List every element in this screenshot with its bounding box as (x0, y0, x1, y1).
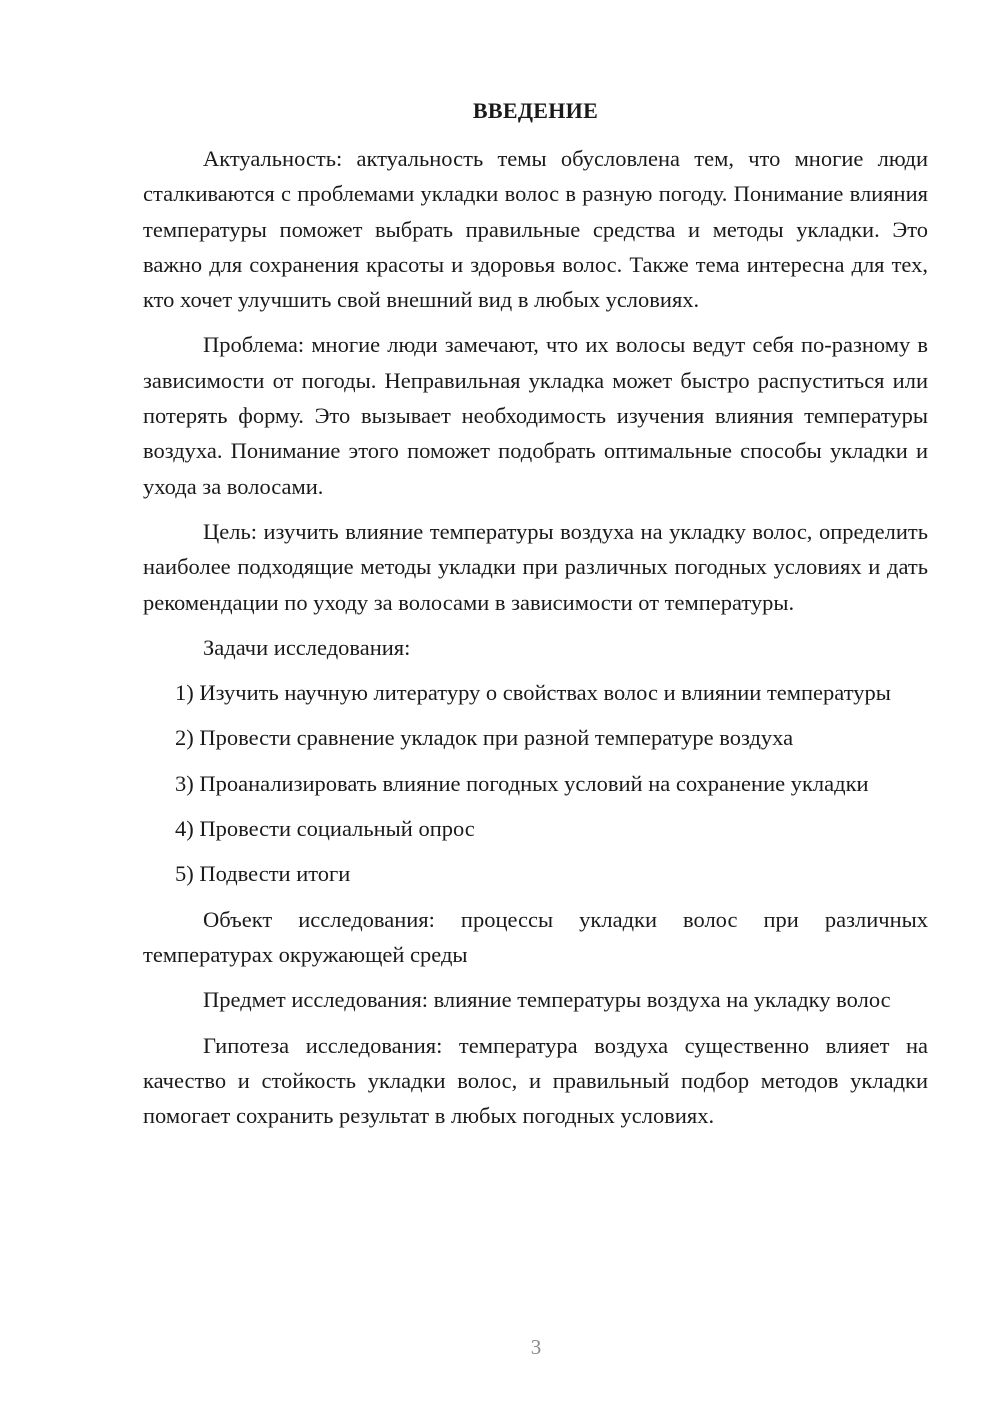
list-item: 2) Провести сравнение укладок при разной температуре воздуха (175, 725, 794, 751)
page-number: 3 (530, 1335, 542, 1359)
tasks-heading: Задачи исследования: (203, 634, 411, 660)
list-item: 4) Провести социальный опрос (175, 816, 475, 842)
problem-paragraph: Проблема: многие люди замечают, что их волосы ведут себя по-разному в зависимости от погоды. Неправильная укладка может быстро распуститься или потерять форму. Это вызывает необходимость изучения влияния температуры воздуха. Понимание этого поможет подобрать оптимальные способы укладки и ухода за волосами. (143, 332, 928, 499)
goal-paragraph: Цель: изучить влияние температуры воздуха на укладку волос, определить наиболее подходящие методы укладки при различных погодных условиях и дать рекомендации по уходу за волосами в зависимости от температуры. (143, 518, 928, 615)
page-title: ВВЕДЕНИЕ (472, 98, 599, 123)
hypothesis-paragraph: Гипотеза исследования: температура воздуха существенно влияет на качество и стойкость укладки волос, и правильный подбор методов укладки помогает сохранить результат в любых погодных условиях. (143, 1032, 928, 1129)
document-body (143, 141, 928, 1143)
list-item: 5) Подвести итоги (175, 861, 351, 887)
list-item: 1) Изучить научную литературу о свойствах волос и влиянии температуры (175, 680, 891, 706)
object-paragraph: Объект исследования: процессы укладки волос при различных температурах окружающей среды (143, 906, 928, 967)
subject-paragraph: Предмет исследования: влияние температуры воздуха на укладку волос (203, 987, 891, 1013)
list-item: 3) Проанализировать влияние погодных условий на сохранение укладки (175, 770, 869, 796)
relevance-paragraph: Актуальность: актуальность темы обусловлена тем, что многие люди сталкиваются с проблемами укладки волос в разную погоду. Понимание влияния температуры поможет выбрать правильные средства и методы укладки. Это важно для сохранения красоты и здоровья волос. Также тема интересна для тех, кто хочет улучшить свой внешний вид в любых условиях. (143, 146, 928, 313)
